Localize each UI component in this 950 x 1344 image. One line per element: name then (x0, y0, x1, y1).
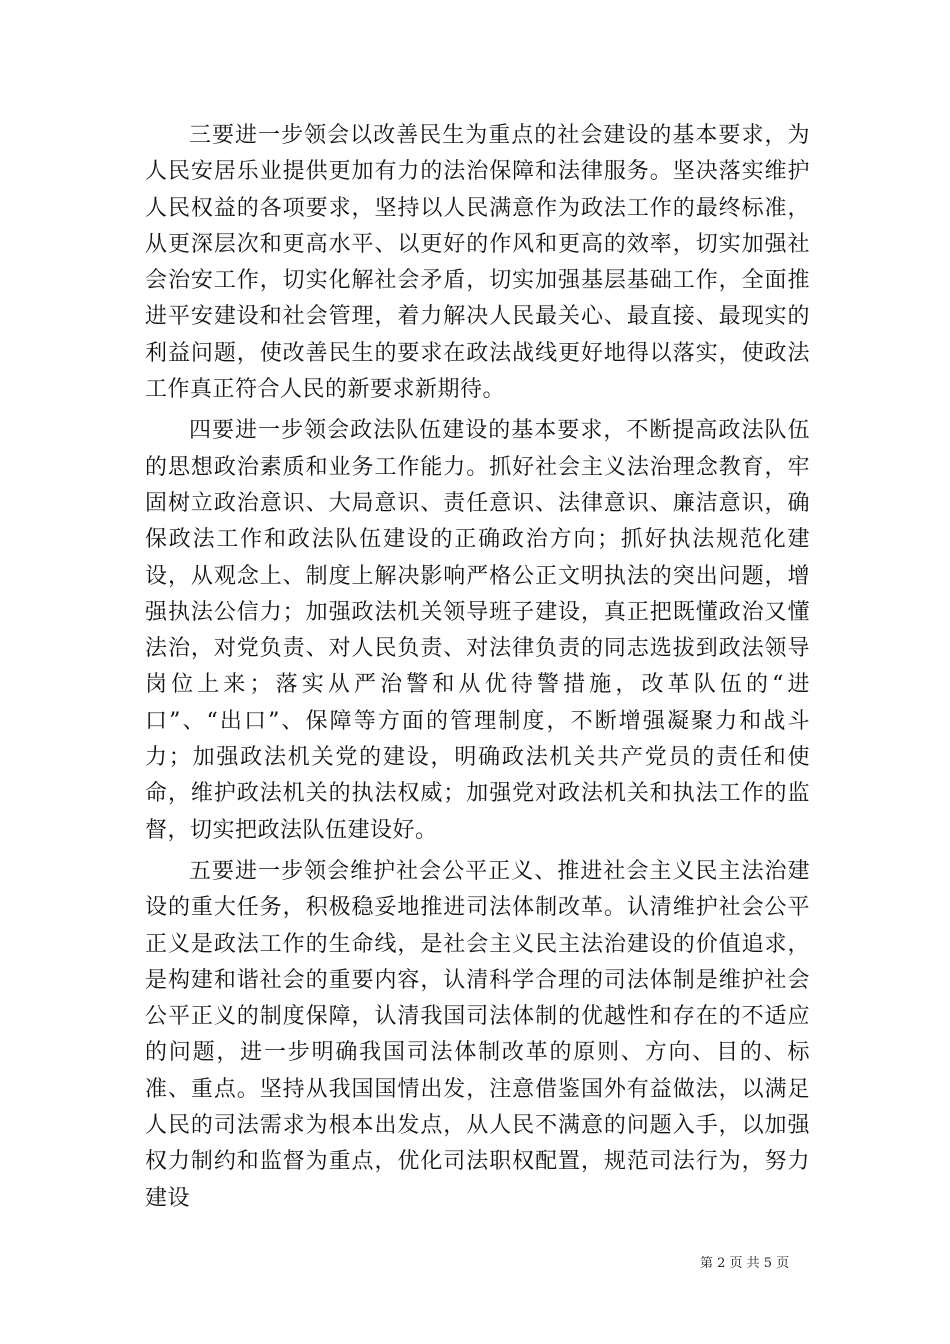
page-number-footer: 第 2 页 共 5 页 (700, 1256, 790, 1271)
paragraph-4: 四要进一步领会政法队伍建设的基本要求，不断提高政法队伍的思想政治素质和业务工作能力。抓好社会主义法治理念教育，牢固树立政治意识、大局意识、责任意识、法律意识、廉洁意识，确保政法工作和政法队伍建设的正确政治方向；抓好执法规范化建设，从观念上、制度上解决影响严格公正文明执法的突出问题，增强执法公信力；加强政法机关领导班子建设，真正把既懂政治又懂法治，对党负责、对人民负责、对法律负责的同志选拔到政法领导岗位上来；落实从严治警和从优待警措施，改革队伍的“进口”、“出口”、保障等方面的管理制度，不断增强凝聚力和战斗力；加强政法机关党的建设，明确政法机关共产党员的责任和使命，维护政法机关的执法权威；加强党对政法机关和执法工作的监督，切实把政法队伍建设好。 (145, 418, 810, 843)
document-body (145, 118, 810, 1217)
paragraph-3: 三要进一步领会以改善民生为重点的社会建设的基本要求，为人民安居乐业提供更加有力的法治保障和法律服务。坚决落实维护人民权益的各项要求，坚持以人民满意作为政法工作的最终标准，从更深层次和更高水平、以更好的作风和更高的效率，切实加强社会治安工作，切实化解社会矛盾，切实加强基层基础工作，全面推进平安建设和社会管理，着力解决人民最关心、最直接、最现实的利益问题，使改善民生的要求在政法战线更好地得以落实，使政法工作真正符合人民的新要求新期待。 (145, 123, 810, 403)
paragraph-5: 五要进一步领会维护社会公平正义、推进社会主义民主法治建设的重大任务，积极稳妥地推进司法体制改革。认清维护社会公平正义是政法工作的生命线，是社会主义民主法治建设的价值追求，是构建和谐社会的重要内容，认清科学合理的司法体制是维护社会公平正义的制度保障，认清我国司法体制的优越性和存在的不适应的问题，进一步明确我国司法体制改革的原则、方向、目的、标准、重点。坚持从我国国情出发，注意借鉴国外有益做法，以满足人民的司法需求为根本出发点，从人民不满意的问题入手，以加强权力制约和监督为重点，优化司法职权配置，规范司法行为，努力建设 (145, 858, 810, 1211)
